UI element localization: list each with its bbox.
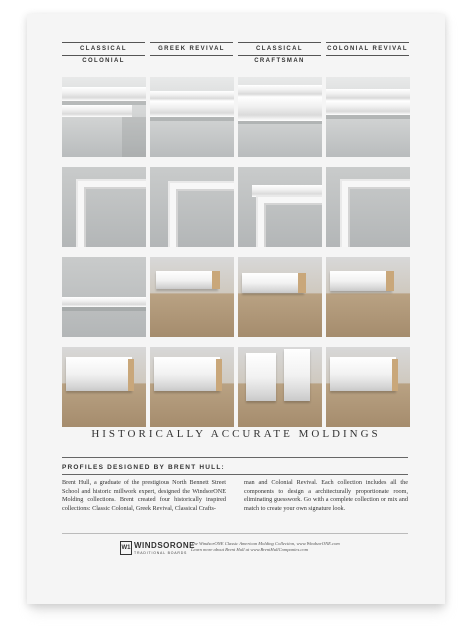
photo-crown-greek-revival [150, 77, 234, 157]
logo-name: WINDSORONE [134, 541, 195, 550]
photo-chair-rail-colonial-revival [326, 257, 410, 337]
photo-crown-colonial-revival [326, 77, 410, 157]
windsorone-logo-icon: W1 [120, 541, 132, 555]
photo-baseboard-classical-colonial [62, 347, 146, 427]
photo-chair-rail-greek-revival [150, 257, 234, 337]
photo-casing-greek-revival [150, 167, 234, 247]
page-title: HISTORICALLY ACCURATE MOLDINGS [91, 428, 381, 440]
photo-casing-classical-colonial [62, 167, 146, 247]
footer-rule [62, 533, 408, 534]
photo-crown-classical-craftsman [238, 77, 322, 157]
photo-baseboard-greek-revival [150, 347, 234, 427]
photo-baseboard-colonial-revival [326, 347, 410, 427]
photo-casing-classical-craftsman [238, 167, 322, 247]
column-header-colonial-revival: COLONIAL REVIVAL [326, 42, 409, 56]
column-header-classical-craftsman: CLASSICAL CRAFTSMAN [238, 42, 321, 56]
photo-casing-colonial-revival [326, 167, 410, 247]
body-text-left: Brent Hull, a graduate of the prestigious North Bennett Street School and historic millwork expert, designed the WindsorONE Molding collections. Brent created four historically inspired collections: Classic Colonial, Greek Revival, Classical Crafts- [62, 479, 226, 512]
footer-text [191, 541, 391, 553]
column-header-greek-revival: GREEK REVIVAL [150, 42, 233, 56]
photo-baseboard-classical-craftsman [238, 347, 322, 427]
column-headers [62, 42, 408, 64]
photo-chair-rail-classical-colonial [62, 257, 146, 337]
footer-line-2: Learn more about Brent Hull at www.BrentHullCompanies.com [191, 547, 309, 553]
photo-crown-classical-colonial [62, 77, 146, 157]
footer-line-1: The WindsorONE Classic American Molding Collection, www.WindsorONE.com [191, 541, 340, 546]
column-header-classical-colonial: CLASSICAL COLONIAL [62, 42, 145, 56]
body-text-right: man and Colonial Revival. Each collection includes all the components to design a architecturally proportionate room, eliminating guesswork. Go with a complete collection or mix and match to create your own signature look. [244, 479, 408, 512]
section-rule [62, 457, 408, 458]
logo-tagline: TRADITIONAL BOARDS [134, 551, 188, 555]
section-subtitle: PROFILES DESIGNED BY BRENT HULL: [62, 462, 408, 475]
photo-chair-rail-classical-craftsman [238, 257, 322, 337]
